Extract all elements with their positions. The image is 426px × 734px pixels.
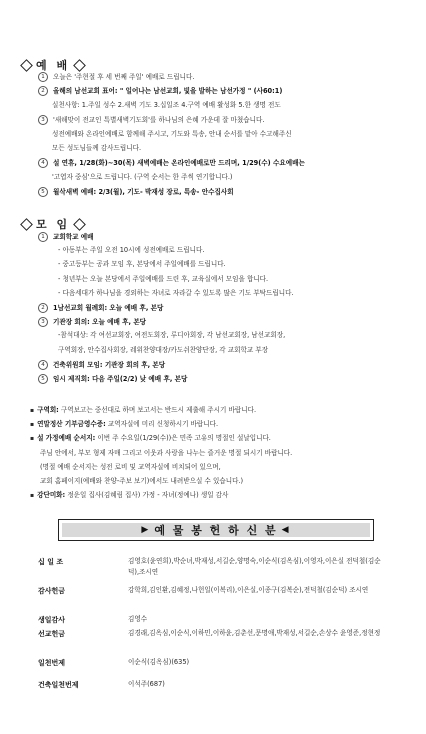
- item-number: 3: [38, 317, 48, 327]
- meeting-line: [38, 303, 163, 313]
- meeting-line: [38, 360, 165, 370]
- item-text: 모든 성도님들께 감사드립니다.: [52, 144, 142, 152]
- meeting-line: [58, 346, 268, 354]
- item-text: 올해의 남선교회 표어: " 일어나는 남선교회, 빛을 발하는 남선가정 " (사60:1): [53, 87, 283, 96]
- item-text: -참석대상: 각 여선교회장, 여전도회장, 루디아회장, 각 남선교회장, 남선교회장,: [58, 331, 286, 340]
- notice-text: 주님 안에서, 부모 형제 자매 그리고 이웃과 사랑을 나누는 즐거운 명절 되시기 바랍니다.: [40, 448, 293, 457]
- diamond-icon: [73, 59, 86, 72]
- worship-line: [52, 101, 281, 109]
- worship-line: [52, 144, 141, 152]
- offering-names: 김영수: [128, 615, 148, 623]
- notice-line: [30, 434, 271, 443]
- item-text: 오늘은 '주현절 후 세 번째 주일' 예배로 드립니다.: [53, 73, 195, 81]
- worship-line: [52, 130, 292, 138]
- worship-line: [38, 158, 305, 168]
- notice-line: [40, 449, 292, 457]
- item-number: 5: [38, 374, 48, 384]
- notice-head: 설 가정예배 순서지:: [37, 434, 96, 443]
- item-text: - 아동부는 주일 오전 10시에 성전예배로 드립니다.: [58, 246, 205, 255]
- notice-line: [30, 491, 228, 500]
- item-text: 성전예배와 온라인예배로 함께해 주시고, 기도와 특송, 안내 순서를 맡아 수고해주신: [52, 129, 292, 138]
- triangle-left-icon: ◀: [281, 525, 291, 535]
- offering-label: 일천번제: [38, 659, 66, 667]
- item-text: 구역회장, 안수집사회장, 레위찬양대장/카도쉬찬양단장, 각 교회학교 부장: [58, 345, 269, 354]
- worship-heading: 예 배: [20, 57, 86, 73]
- notice-line: [30, 406, 256, 415]
- meeting-line: [58, 260, 226, 268]
- item-text: 기관장 회의: 오늘 예배 후, 본당: [53, 318, 147, 327]
- diamond-icon: [20, 59, 33, 72]
- worship-line: [38, 72, 194, 82]
- offering-banner-title: 예 물 봉 헌 하 신 분: [154, 524, 278, 537]
- worship-line: [38, 115, 264, 125]
- offering-names: 이순식(김옥심)(635): [128, 658, 190, 666]
- item-text: - 청년부는 오늘 본당에서 주일예배를 드린 후, 교육실에서 모임을 합니다.: [58, 274, 269, 283]
- meeting-line: [38, 232, 94, 242]
- notice-text: 교역자실에 미리 신청하시기 바랍니다.: [107, 420, 219, 429]
- item-text: '새해맞이 전교인 특별새벽기도회'를 하나님의 은혜 가운데 잘 마쳤습니다.: [53, 116, 265, 125]
- item-text: 월삭새벽 예배: 2/3(월), 기도- 박재성 장로, 특송- 안수집사회: [53, 188, 234, 197]
- meeting-line: [58, 331, 285, 339]
- item-text: 임시 제직회: 다음 주일(2/2) 낮 예배 후, 본당: [53, 375, 188, 383]
- offering-label: 감사헌금: [38, 587, 66, 595]
- diamond-icon: [73, 218, 86, 231]
- worship-line: [38, 187, 234, 197]
- offering-label: 건축일천번제: [38, 681, 79, 689]
- offering-names: 이석주(687): [128, 680, 165, 688]
- offering-names: 김영호(윤연희),박순녀,박재성,서길순,양명숙,이순식(김옥심),이영자,이은실 전덕철(김순덕),조시연: [128, 557, 381, 576]
- item-number: 3: [38, 115, 48, 125]
- item-number: 5: [38, 187, 48, 197]
- offering-label: 선교헌금: [38, 630, 66, 638]
- meeting-line: [38, 374, 187, 384]
- notice-text: 정운일 집사(김혜림 집사) 가정 - 자녀(정예나) 생일 감사: [67, 491, 229, 500]
- item-text: - 중고등부는 공과 모임 후, 본당에서 주일예배를 드립니다.: [58, 260, 226, 269]
- triangle-right-icon: ▶: [141, 525, 151, 535]
- meeting-heading: 모 임: [20, 216, 86, 232]
- notice-text: (명절 예배 순서지는 성전 로비 및 교역자실에 비치되어 있으며,: [40, 462, 221, 471]
- notice-line: [40, 463, 221, 471]
- item-text: 1남선교회 월례회: 오늘 예배 후, 본당: [53, 304, 164, 312]
- diamond-icon: [20, 218, 33, 231]
- notice-text: 구역보고는 중선대로 하며 보고서는 반드시 제출해 주시기 바랍니다.: [60, 406, 257, 414]
- item-text: - 다음세대가 하나님을 경외하는 자녀로 자라갈 수 있도록 많은 기도 부탁드립니다.: [58, 288, 294, 297]
- item-text: 건축위원회 모임: 기관장 회의 후, 본당: [53, 360, 166, 369]
- item-number: 1: [38, 232, 48, 242]
- item-number: 2: [38, 303, 48, 313]
- notice-head: 구역회:: [37, 406, 59, 414]
- notice-line: [30, 420, 218, 429]
- worship-line: [38, 86, 282, 96]
- meeting-line: [58, 275, 268, 283]
- notice-head: 강단미화:: [37, 491, 66, 500]
- offering-label: 십 일 조: [38, 558, 64, 566]
- item-number: 4: [38, 360, 48, 370]
- offering-banner: [58, 519, 374, 541]
- item-text: 실천사항: 1.주일 성수 2.새벽 기도 3.십일조 4.구역 예배 활성화 5.한 생명 전도: [52, 100, 281, 109]
- worship-line: [52, 173, 233, 181]
- notice-text: 교회 홈페이지(예배와 찬양-주보 보기)에서도 내려받으실 수 있습니다.): [40, 477, 244, 485]
- notice-head: 연말정산 기부금영수증:: [37, 420, 106, 429]
- offering-label: 생일감사: [38, 616, 66, 624]
- item-text: 교회학교 예배: [53, 233, 94, 241]
- notice-line: [40, 477, 243, 485]
- meeting-line: [38, 317, 146, 327]
- item-text: 설 연휴, 1/28(화)~30(목) 새벽예배는 온라인예배로만 드리며, 1/29(수) 수요예배는: [53, 159, 305, 168]
- item-number: 2: [38, 86, 48, 96]
- item-number: 1: [38, 72, 48, 82]
- item-text: '고엽자 중심'으로 드립니다. (구역 순서는 한 주씩 연기합니다.): [52, 172, 233, 181]
- offering-names: 김경래,김옥심,이순식,이하민,이하윤,김춘선,문명애,박재성,서길순,손상수 윤영준,정현정: [128, 629, 381, 637]
- meeting-line: [58, 289, 294, 297]
- meeting-line: [58, 246, 204, 254]
- notice-text: 이번 주 수요일(1/29(수))은 민족 고유의 명절인 설날입니다.: [97, 434, 271, 443]
- item-number: 4: [38, 158, 48, 168]
- offering-names: 강학희,김인환,김혜정,나헌일(이복리),이은실,이종구(김복순),전덕철(김순덕) 조시연: [128, 586, 369, 594]
